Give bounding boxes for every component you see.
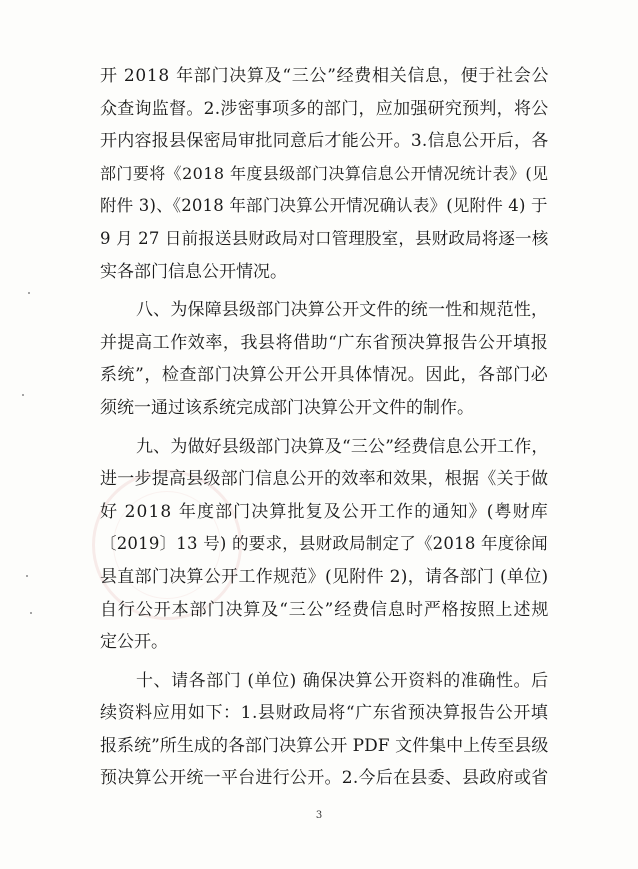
text-line: 众查询监督。2.涉密事项多的部门，应加强研究预判，将公	[100, 98, 549, 119]
text-line: 九、为做好县级部门决算及“三公”经费信息公开工作，	[136, 436, 549, 457]
text-line: 须统一通过该系统完成部门决算公开文件的制作。	[100, 397, 474, 418]
text-line: 县直部门决算公开工作规范》(见附件 2)，请各部门 (单位)	[100, 566, 549, 587]
paragraph-continuation	[100, 60, 548, 288]
scan-speck	[28, 292, 30, 294]
text-line: 开内容报县保密局审批同意后才能公开。3.信息公开后，各	[100, 131, 549, 152]
text-line: 实各部门信息公开情况。	[100, 261, 287, 282]
text-line: 9 月 27 日前报送县财政局对口管理股室，县财政局将逐一核	[100, 228, 549, 248]
text-line: 十、请各部门 (单位) 确保决算公开资料的准确性。后	[136, 670, 549, 691]
text-line: 进一步提高县级部门信息公开的效率和效果，根据《关于做	[100, 469, 549, 490]
text-line: 系统”，检查部门决算公开公开具体情况。因此，各部门必	[100, 365, 549, 386]
scan-speck	[26, 575, 28, 577]
text-line: 报系统”所生成的各部门决算公开 PDF 文件集中上传至县级	[100, 735, 549, 756]
text-line: 好 2018 年度部门决算批复及公开工作的通知》(粤财库	[100, 501, 549, 522]
paragraph-item-8	[100, 294, 548, 424]
text-line: 预决算公开统一平台进行公开。2.今后在县委、县政府或省	[100, 768, 549, 789]
text-line: 部门要将《2018 年度县级部门决算信息公开情况统计表》(见	[100, 163, 549, 183]
text-line: 定公开。	[100, 632, 168, 653]
text-line: 开 2018 年部门决算及“三公”经费相关信息，便于社会公	[100, 66, 550, 86]
text-line: 自行公开本部门决算及“三公”经费信息时严格按照上述规	[100, 599, 550, 620]
text-line: 八、为保障县级部门决算公开文件的统一性和规范性，	[136, 300, 549, 321]
text-line: 〔2019〕13 号) 的要求，县财政局制定了《2018 年度徐闻	[100, 534, 548, 554]
page-number: 3	[315, 810, 323, 821]
text-line: 续资料应用如下：1.县财政局将“广东省预决算报告公开填	[100, 703, 549, 724]
scan-speck	[22, 394, 24, 396]
text-line: 并提高工作效率，我县将借助“广东省预决算报告公开填报	[100, 332, 549, 353]
document-body	[100, 60, 548, 795]
paragraph-item-9	[100, 431, 548, 659]
paragraph-item-10	[100, 665, 548, 795]
text-line: 附件 3)、《2018 年部门决算公开情况确认表》(见附件 4) 于	[100, 196, 548, 216]
scan-speck	[30, 612, 32, 614]
